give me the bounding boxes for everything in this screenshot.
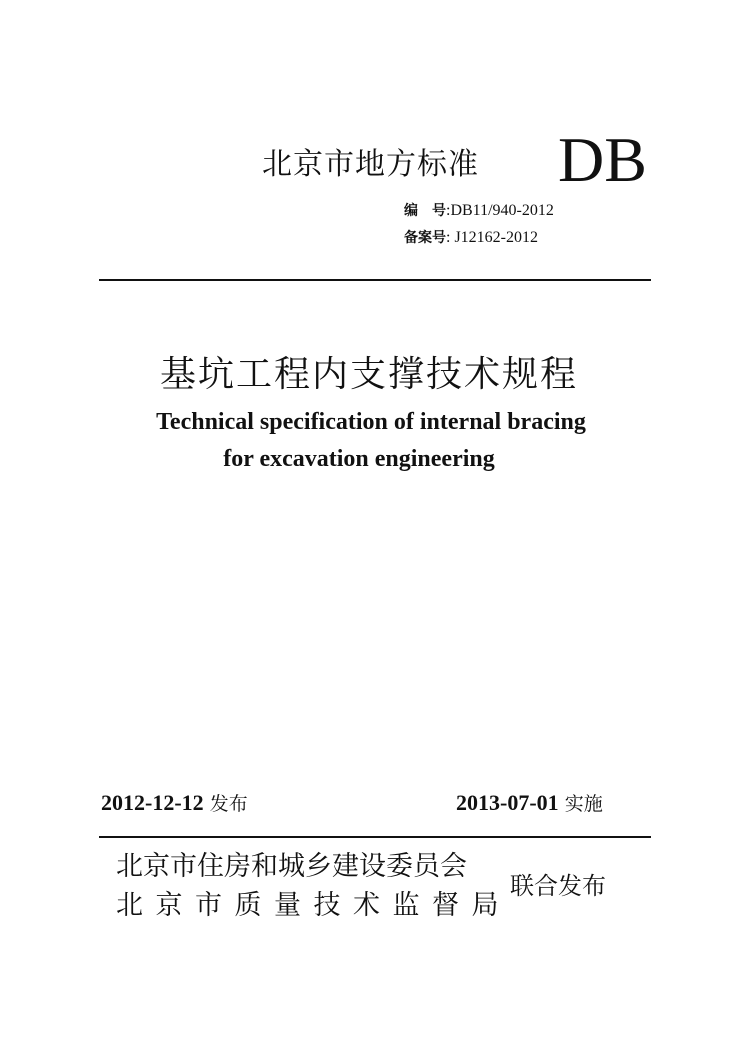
effective-date [456, 792, 603, 814]
standard-code-key: 编 号 [404, 203, 446, 219]
chinese-title: 基坑工程内支撑技术规程 [159, 354, 578, 395]
standard-code-row [404, 203, 554, 219]
record-number-value: : J12162-2012 [446, 229, 538, 246]
bottom-divider [99, 836, 651, 838]
issue-date [101, 792, 248, 814]
issuer-quality-bureau: 北京市质量技术监督局 [116, 890, 511, 921]
record-number-row [404, 230, 538, 246]
effective-date-value: 2013-07-01 [456, 790, 559, 815]
standard-code-value: :DB11/940-2012 [446, 202, 554, 219]
english-title-line-2: for excavation engineering [223, 446, 495, 472]
record-number-key: 备案号 [404, 230, 446, 246]
english-title-line-1: Technical specification of internal bracing [156, 409, 586, 435]
issue-date-value: 2012-12-12 [101, 790, 204, 815]
top-divider [99, 279, 651, 281]
issuer-housing-commission: 北京市住房和城乡建设委员会 [116, 851, 467, 882]
issue-date-label: 发布 [203, 793, 248, 815]
effective-date-label: 实施 [558, 793, 603, 815]
standard-type-label: 北京市地方标准 [262, 147, 479, 182]
joint-issue-label: 联合发布 [510, 872, 606, 900]
db-standard-mark: DB [558, 124, 647, 195]
